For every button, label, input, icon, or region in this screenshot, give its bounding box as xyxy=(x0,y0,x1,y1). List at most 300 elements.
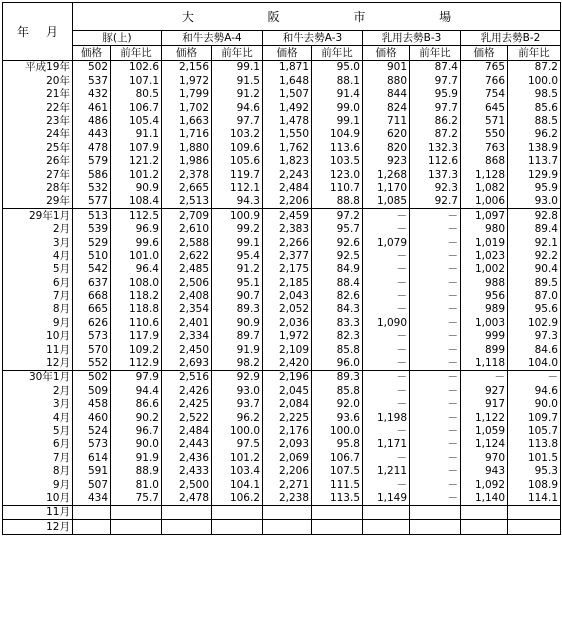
ratio-cell: 106.2 xyxy=(212,492,263,506)
ratio-cell: 91.9 xyxy=(212,343,263,356)
price-cell: 645 xyxy=(461,101,508,114)
price-cell: 570 xyxy=(73,343,111,356)
ratio-cell: － xyxy=(410,438,461,451)
row-label: 3月 xyxy=(3,398,73,411)
row-label: 4月 xyxy=(3,249,73,262)
price-cell: 2,522 xyxy=(162,411,212,424)
ratio-cell: 96.2 xyxy=(508,128,561,141)
ratio-cell xyxy=(212,520,263,534)
ratio-cell: 94.3 xyxy=(212,195,263,209)
price-cell: 550 xyxy=(461,128,508,141)
price-column-header: 価格 xyxy=(363,46,410,61)
table-row xyxy=(3,263,561,276)
ratio-cell: － xyxy=(410,330,461,343)
ratio-cell: 92.6 xyxy=(312,236,363,249)
price-cell: 1,799 xyxy=(162,88,212,101)
ratio-cell: 88.1 xyxy=(312,74,363,87)
price-cell: 754 xyxy=(461,88,508,101)
price-cell: 711 xyxy=(363,115,410,128)
price-cell: 573 xyxy=(73,438,111,451)
ratio-cell: 103.5 xyxy=(312,155,363,168)
ratio-cell xyxy=(111,520,162,534)
price-cell: 923 xyxy=(363,155,410,168)
ratio-cell: 84.9 xyxy=(312,263,363,276)
ratio-cell: 90.9 xyxy=(212,316,263,329)
table-row xyxy=(3,303,561,316)
ratio-cell: 110.7 xyxy=(312,182,363,195)
ratio-cell: 91.9 xyxy=(111,451,162,464)
table-row xyxy=(3,61,561,75)
ratio-cell: 95.9 xyxy=(410,88,461,101)
ratio-cell: 95.1 xyxy=(212,276,263,289)
row-label: 4月 xyxy=(3,411,73,424)
ratio-cell: － xyxy=(410,303,461,316)
table-row xyxy=(3,343,561,356)
price-cell: － xyxy=(363,384,410,397)
price-cell: 1,118 xyxy=(461,357,508,371)
row-label: 2月 xyxy=(3,384,73,397)
price-cell: 1,972 xyxy=(162,74,212,87)
price-cell: 2,485 xyxy=(162,263,212,276)
price-cell: 478 xyxy=(73,141,111,154)
price-cell: 2,206 xyxy=(263,465,312,478)
price-cell: 1,082 xyxy=(461,182,508,195)
price-cell: 2,588 xyxy=(162,236,212,249)
table-row xyxy=(3,384,561,397)
ratio-cell: － xyxy=(410,370,461,384)
year-label: 年 xyxy=(17,24,30,39)
ratio-cell: 104.9 xyxy=(312,128,363,141)
ratio-cell: 93.0 xyxy=(508,195,561,209)
price-column-header: 価格 xyxy=(263,46,312,61)
ratio-cell: 101.2 xyxy=(212,451,263,464)
table-row xyxy=(3,182,561,195)
ratio-cell: 90.0 xyxy=(508,398,561,411)
price-cell: 2,093 xyxy=(263,438,312,451)
ratio-cell: 105.6 xyxy=(212,155,263,168)
market-char-1: 大 xyxy=(181,9,194,24)
price-cell: 989 xyxy=(461,303,508,316)
price-cell: 899 xyxy=(461,343,508,356)
price-cell: － xyxy=(363,478,410,491)
price-cell: 2,665 xyxy=(162,182,212,195)
ratio-cell: 99.6 xyxy=(111,236,162,249)
row-label: 23年 xyxy=(3,115,73,128)
price-cell: 507 xyxy=(73,478,111,491)
ratio-cell: 83.3 xyxy=(312,316,363,329)
price-cell: 917 xyxy=(461,398,508,411)
ratio-cell: 112.6 xyxy=(410,155,461,168)
price-cell: 1,170 xyxy=(363,182,410,195)
price-cell: 1,492 xyxy=(263,101,312,114)
ratio-cell: 96.2 xyxy=(212,411,263,424)
price-cell: 1,128 xyxy=(461,168,508,181)
year-month-header xyxy=(3,3,73,61)
ratio-cell: 103.4 xyxy=(212,465,263,478)
price-cell: 2,271 xyxy=(263,478,312,491)
table-row xyxy=(3,465,561,478)
ratio-cell: 137.3 xyxy=(410,168,461,181)
price-cell: 1,023 xyxy=(461,249,508,262)
row-label: 8月 xyxy=(3,465,73,478)
price-cell: 1,092 xyxy=(461,478,508,491)
price-cell: 1,702 xyxy=(162,101,212,114)
price-cell: 1,762 xyxy=(263,141,312,154)
ratio-cell: 89.3 xyxy=(312,370,363,384)
price-cell: 460 xyxy=(73,411,111,424)
price-cell: 2,408 xyxy=(162,290,212,303)
ratio-cell: 95.8 xyxy=(312,438,363,451)
price-cell: 524 xyxy=(73,425,111,438)
month-label: 月 xyxy=(45,24,58,39)
price-cell: 1,198 xyxy=(363,411,410,424)
table-row xyxy=(3,478,561,491)
price-cell: 2,622 xyxy=(162,249,212,262)
ratio-cell: 90.7 xyxy=(212,290,263,303)
ratio-cell: 97.7 xyxy=(410,74,461,87)
price-cell: 2,484 xyxy=(263,182,312,195)
ratio-cell xyxy=(410,505,461,519)
price-cell: 579 xyxy=(73,155,111,168)
ratio-cell: 99.0 xyxy=(312,101,363,114)
ratio-cell: 99.1 xyxy=(212,236,263,249)
price-cell: － xyxy=(363,357,410,371)
ratio-column-header: 前年比 xyxy=(212,46,263,61)
price-cell: 2,401 xyxy=(162,316,212,329)
price-cell: 1,149 xyxy=(363,492,410,506)
price-cell: 1,648 xyxy=(263,74,312,87)
price-cell: 820 xyxy=(363,141,410,154)
ratio-cell: 94.4 xyxy=(111,384,162,397)
ratio-cell: 106.7 xyxy=(111,101,162,114)
row-label: 21年 xyxy=(3,88,73,101)
ratio-cell: 89.4 xyxy=(508,223,561,236)
ratio-cell: 109.7 xyxy=(508,411,561,424)
table-row xyxy=(3,370,561,384)
price-cell: 824 xyxy=(363,101,410,114)
price-cell: 2,045 xyxy=(263,384,312,397)
price-cell: 1,211 xyxy=(363,465,410,478)
ratio-cell: 98.5 xyxy=(508,88,561,101)
ratio-cell: 86.2 xyxy=(410,115,461,128)
price-cell xyxy=(461,520,508,534)
market-header xyxy=(73,3,561,31)
row-label: 5月 xyxy=(3,263,73,276)
ratio-cell: － xyxy=(410,236,461,249)
row-label: 12月 xyxy=(3,357,73,371)
price-cell xyxy=(263,505,312,519)
price-cell: － xyxy=(363,370,410,384)
ratio-cell: 109.6 xyxy=(212,141,263,154)
price-cell: 927 xyxy=(461,384,508,397)
table-row xyxy=(3,128,561,141)
ratio-cell: 86.6 xyxy=(111,398,162,411)
price-cell xyxy=(162,520,212,534)
price-cell: 2,084 xyxy=(263,398,312,411)
price-cell: 1,507 xyxy=(263,88,312,101)
ratio-cell: 100.0 xyxy=(508,74,561,87)
price-cell: － xyxy=(363,451,410,464)
price-cell: 2,266 xyxy=(263,236,312,249)
ratio-cell: 97.3 xyxy=(508,330,561,343)
ratio-column-header: 前年比 xyxy=(410,46,461,61)
ratio-cell: 107.1 xyxy=(111,74,162,87)
ratio-cell: 87.2 xyxy=(410,128,461,141)
ratio-cell: 95.3 xyxy=(508,465,561,478)
category-header: 乳用去勢B-2 xyxy=(461,31,561,46)
row-label: 27年 xyxy=(3,168,73,181)
price-cell: 586 xyxy=(73,168,111,181)
ratio-cell: 100.9 xyxy=(212,209,263,223)
ratio-cell xyxy=(312,520,363,534)
price-cell: 2,426 xyxy=(162,384,212,397)
ratio-cell: 96.0 xyxy=(312,357,363,371)
price-cell: 2,238 xyxy=(263,492,312,506)
table-row xyxy=(3,492,561,506)
ratio-cell: － xyxy=(410,209,461,223)
table-row xyxy=(3,276,561,289)
ratio-cell: 87.4 xyxy=(410,61,461,75)
ratio-cell: 88.9 xyxy=(111,465,162,478)
price-cell: 1,002 xyxy=(461,263,508,276)
ratio-cell: － xyxy=(410,263,461,276)
row-label: 3月 xyxy=(3,236,73,249)
row-label: 25年 xyxy=(3,141,73,154)
ratio-cell: － xyxy=(410,316,461,329)
ratio-cell: 95.7 xyxy=(312,223,363,236)
ratio-cell: 101.5 xyxy=(508,451,561,464)
price-cell: 2,516 xyxy=(162,370,212,384)
ratio-cell: 97.9 xyxy=(111,370,162,384)
price-cell: 2,443 xyxy=(162,438,212,451)
ratio-cell: 106.7 xyxy=(312,451,363,464)
price-cell: 2,206 xyxy=(263,195,312,209)
ratio-cell: 92.1 xyxy=(508,236,561,249)
ratio-cell: 92.7 xyxy=(410,195,461,209)
price-cell: 2,513 xyxy=(162,195,212,209)
row-label: 28年 xyxy=(3,182,73,195)
table-row xyxy=(3,88,561,101)
ratio-cell: 138.9 xyxy=(508,141,561,154)
ratio-cell: 129.9 xyxy=(508,168,561,181)
table-row xyxy=(3,236,561,249)
price-cell: 2,693 xyxy=(162,357,212,371)
price-cell: 980 xyxy=(461,223,508,236)
table-row xyxy=(3,438,561,451)
ratio-cell: 96.7 xyxy=(111,425,162,438)
price-cell: 2,459 xyxy=(263,209,312,223)
ratio-cell: － xyxy=(410,478,461,491)
price-cell: 542 xyxy=(73,263,111,276)
ratio-cell: 100.0 xyxy=(212,425,263,438)
ratio-column-header: 前年比 xyxy=(312,46,363,61)
ratio-cell: － xyxy=(410,411,461,424)
row-label: 9月 xyxy=(3,478,73,491)
price-cell: 2,484 xyxy=(162,425,212,438)
price-cell: 2,176 xyxy=(263,425,312,438)
row-label: 5月 xyxy=(3,425,73,438)
ratio-cell: 102.6 xyxy=(111,61,162,75)
price-cell: 1,079 xyxy=(363,236,410,249)
table-row xyxy=(3,316,561,329)
ratio-cell: 95.9 xyxy=(508,182,561,195)
ratio-cell: 132.3 xyxy=(410,141,461,154)
price-cell: 988 xyxy=(461,276,508,289)
price-table xyxy=(2,2,561,535)
category-header: 和牛去勢A-3 xyxy=(263,31,363,46)
ratio-cell: 107.5 xyxy=(312,465,363,478)
table-row xyxy=(3,168,561,181)
price-cell: 665 xyxy=(73,303,111,316)
price-column-header: 価格 xyxy=(461,46,508,61)
price-cell: 2,436 xyxy=(162,451,212,464)
row-label: 12月 xyxy=(3,520,73,534)
ratio-cell xyxy=(111,505,162,519)
price-cell: 765 xyxy=(461,61,508,75)
price-cell: 2,378 xyxy=(162,168,212,181)
ratio-cell: 82.6 xyxy=(312,290,363,303)
ratio-cell: 101.0 xyxy=(111,249,162,262)
price-cell: 2,036 xyxy=(263,316,312,329)
table-row xyxy=(3,357,561,371)
ratio-cell: 87.2 xyxy=(508,61,561,75)
ratio-cell: 89.5 xyxy=(508,276,561,289)
price-cell: － xyxy=(363,330,410,343)
ratio-cell: 90.0 xyxy=(111,438,162,451)
row-label: 平成19年 xyxy=(3,61,73,75)
ratio-cell: 110.6 xyxy=(111,316,162,329)
row-label: 7月 xyxy=(3,290,73,303)
ratio-cell: 113.7 xyxy=(508,155,561,168)
ratio-cell: 88.8 xyxy=(312,195,363,209)
row-label: 29年 xyxy=(3,195,73,209)
table-row xyxy=(3,505,561,519)
price-cell: 2,175 xyxy=(263,263,312,276)
ratio-column-header: 前年比 xyxy=(508,46,561,61)
price-cell: 880 xyxy=(363,74,410,87)
table-row xyxy=(3,290,561,303)
ratio-cell: 112.5 xyxy=(111,209,162,223)
table-row xyxy=(3,74,561,87)
row-label: 11月 xyxy=(3,343,73,356)
ratio-cell: 108.4 xyxy=(111,195,162,209)
price-cell: 573 xyxy=(73,330,111,343)
ratio-cell: 85.8 xyxy=(312,343,363,356)
ratio-cell: 102.9 xyxy=(508,316,561,329)
price-cell: 443 xyxy=(73,128,111,141)
ratio-cell: 113.8 xyxy=(508,438,561,451)
price-cell: 502 xyxy=(73,61,111,75)
price-cell xyxy=(363,505,410,519)
ratio-cell: 94.6 xyxy=(508,384,561,397)
table-row xyxy=(3,451,561,464)
ratio-cell: 91.1 xyxy=(111,128,162,141)
price-cell: 1,140 xyxy=(461,492,508,506)
row-label: 11月 xyxy=(3,505,73,519)
price-cell: 1,019 xyxy=(461,236,508,249)
price-cell: 2,709 xyxy=(162,209,212,223)
category-header: 豚(上) xyxy=(73,31,162,46)
row-label: 29年1月 xyxy=(3,209,73,223)
price-cell: 2,225 xyxy=(263,411,312,424)
ratio-cell: － xyxy=(410,465,461,478)
row-label: 10月 xyxy=(3,492,73,506)
ratio-cell: 95.6 xyxy=(508,303,561,316)
price-cell: 2,420 xyxy=(263,357,312,371)
row-label: 24年 xyxy=(3,128,73,141)
table-row xyxy=(3,411,561,424)
row-label: 10月 xyxy=(3,330,73,343)
ratio-cell: 105.4 xyxy=(111,115,162,128)
table-row xyxy=(3,155,561,168)
table-row xyxy=(3,115,561,128)
price-cell xyxy=(73,520,111,534)
ratio-cell: 92.2 xyxy=(508,249,561,262)
price-cell: － xyxy=(363,398,410,411)
price-cell: 513 xyxy=(73,209,111,223)
ratio-cell: 109.2 xyxy=(111,343,162,356)
price-cell: － xyxy=(363,249,410,262)
price-cell: 458 xyxy=(73,398,111,411)
price-cell: 2,196 xyxy=(263,370,312,384)
price-cell: 868 xyxy=(461,155,508,168)
price-cell xyxy=(363,520,410,534)
ratio-cell: － xyxy=(410,343,461,356)
ratio-cell xyxy=(508,520,561,534)
price-cell: 1,268 xyxy=(363,168,410,181)
ratio-cell: 94.6 xyxy=(212,101,263,114)
ratio-cell: 99.1 xyxy=(212,61,263,75)
price-cell: 434 xyxy=(73,492,111,506)
ratio-cell: 95.4 xyxy=(212,249,263,262)
ratio-cell: 105.7 xyxy=(508,425,561,438)
ratio-cell: － xyxy=(410,357,461,371)
price-cell: － xyxy=(461,370,508,384)
ratio-cell: － xyxy=(410,398,461,411)
price-cell: － xyxy=(363,290,410,303)
price-cell: － xyxy=(363,303,410,316)
price-cell: 1,823 xyxy=(263,155,312,168)
price-cell: 510 xyxy=(73,249,111,262)
price-cell: 529 xyxy=(73,236,111,249)
ratio-cell: 91.5 xyxy=(212,74,263,87)
price-cell xyxy=(461,505,508,519)
price-column-header: 価格 xyxy=(73,46,111,61)
ratio-cell: 92.5 xyxy=(312,249,363,262)
price-cell: 577 xyxy=(73,195,111,209)
price-cell: 2,043 xyxy=(263,290,312,303)
ratio-cell: － xyxy=(410,223,461,236)
ratio-cell: － xyxy=(410,451,461,464)
price-cell: 1,716 xyxy=(162,128,212,141)
ratio-cell: － xyxy=(508,370,561,384)
ratio-cell: 92.0 xyxy=(312,398,363,411)
price-cell xyxy=(162,505,212,519)
ratio-cell: 88.5 xyxy=(508,115,561,128)
ratio-cell: 84.6 xyxy=(508,343,561,356)
price-cell: 1,059 xyxy=(461,425,508,438)
ratio-cell: 82.3 xyxy=(312,330,363,343)
ratio-cell: 92.9 xyxy=(212,370,263,384)
table-row xyxy=(3,249,561,262)
price-cell: 763 xyxy=(461,141,508,154)
ratio-cell xyxy=(312,505,363,519)
table-row xyxy=(3,398,561,411)
price-cell: 956 xyxy=(461,290,508,303)
ratio-cell: 89.7 xyxy=(212,330,263,343)
price-cell: 1,085 xyxy=(363,195,410,209)
ratio-cell: 112.9 xyxy=(111,357,162,371)
